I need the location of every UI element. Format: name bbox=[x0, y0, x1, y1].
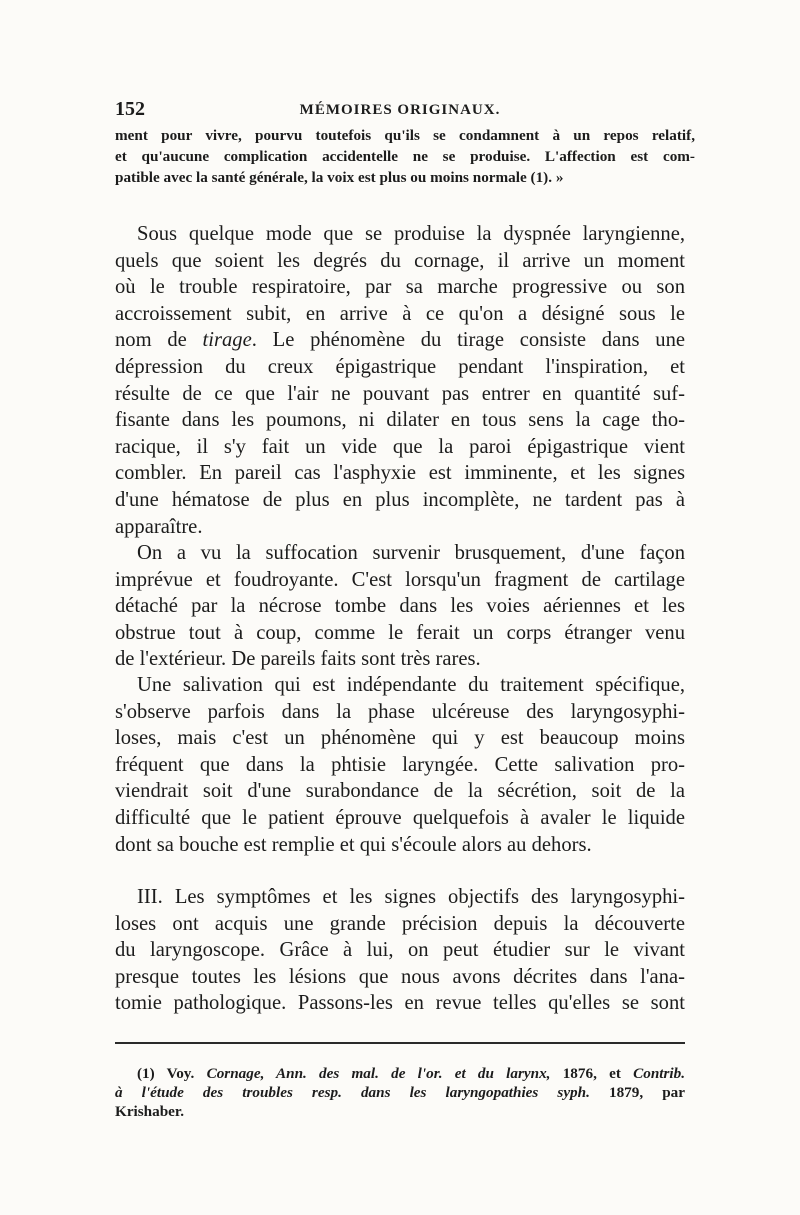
text-line: patible avec la santé générale, la voix est plus ou moins normale (1). » bbox=[115, 169, 564, 186]
text-line: d'une hématose de plus en plus incomplète, ne tardent pas à bbox=[115, 488, 685, 511]
text-line: et qu'aucune complication accidentelle ne se produise. L'affection est com- bbox=[115, 148, 695, 165]
text-line: détaché par la nécrose tombe dans les voies aériennes et les bbox=[115, 595, 685, 618]
text-line: III. Les symptômes et les signes objectifs des laryngosyphi- bbox=[137, 886, 685, 908]
text-line: On a vu la suffocation survenir brusquement, d'une façon bbox=[137, 542, 685, 564]
paragraph-dyspnea bbox=[115, 221, 685, 540]
text-line: de l'extérieur. De pareils faits sont très rares. bbox=[115, 648, 481, 671]
text-segment: (1) Voy. bbox=[137, 1065, 195, 1082]
page-number: 152 bbox=[115, 98, 145, 120]
text-line: fréquent que dans la phtisie laryngée. Cette salivation pro- bbox=[115, 753, 685, 776]
text-line: du laryngoscope. Grâce à lui, on peut étudier sur le vivant bbox=[115, 939, 685, 962]
text-line: où le trouble respiratoire, par sa marche progressive ou son bbox=[115, 276, 685, 299]
text-line: Krishaber. bbox=[115, 1103, 185, 1120]
italic-term: tirage bbox=[202, 329, 252, 352]
text-segment: 1879, par bbox=[608, 1084, 686, 1101]
text-line: viendrait soit d'une surabondance de la sécrétion, soit de la bbox=[115, 780, 685, 803]
text-line: difficulté que le patient éprouve quelquefois à avaler le liquide bbox=[115, 806, 685, 829]
footnote bbox=[115, 1064, 685, 1121]
text-line: loses, mais c'est un phénomène qui y est beaucoup moins bbox=[115, 727, 685, 750]
text-line bbox=[115, 327, 685, 354]
paragraph-section-iii bbox=[115, 884, 685, 1017]
text-line: accroissement subit, en arrive à ce qu'on a désigné sous le bbox=[115, 302, 685, 325]
text-line: fisante dans les poumons, ni dilater en tous sens la cage tho- bbox=[115, 409, 685, 432]
text-line: combler. En pareil cas l'asphyxie est imminente, et les signes bbox=[115, 462, 685, 485]
text-line: apparaître. bbox=[115, 515, 203, 538]
text-line bbox=[115, 1083, 685, 1102]
text-segment: 1876, et bbox=[562, 1065, 621, 1082]
text-segment: . Le phénomène du tirage consiste dans une bbox=[251, 329, 686, 352]
text-line: racique, il s'y fait un vide que la paroi épigastrique vient bbox=[115, 435, 685, 458]
italic-citation: à l'étude des troubles resp. dans les laryngopathies syph. bbox=[115, 1084, 590, 1101]
text-line: imprévue et foudroyante. C'est lorsqu'un fragment de cartilage bbox=[115, 568, 685, 591]
text-line: obstrue tout à coup, comme le ferait un corps étranger venu bbox=[115, 621, 685, 644]
text-line: dont sa bouche est remplie et qui s'écoule alors au dehors. bbox=[115, 833, 592, 856]
paragraph-suffocation bbox=[115, 540, 685, 673]
text-line: ment pour vivre, pourvu toutefois qu'ils se condamnent à un repos relatif, bbox=[115, 127, 695, 144]
page-header bbox=[115, 98, 685, 122]
italic-citation: Contrib. bbox=[633, 1065, 686, 1082]
quoted-passage bbox=[115, 125, 695, 188]
text-line: quels que soient les degrés du cornage, il arrive un moment bbox=[115, 249, 685, 272]
text-line: tomie pathologique. Passons-les en revue telles qu'elles se sont bbox=[115, 992, 685, 1015]
text-segment: nom de bbox=[115, 329, 187, 352]
text-line: s'observe parfois dans la phase ulcéreuse des laryngosyphi- bbox=[115, 700, 685, 723]
text-line bbox=[115, 1064, 685, 1083]
paragraph-salivation bbox=[115, 672, 685, 858]
text-line: dépression du creux épigastrique pendant l'inspiration, et bbox=[115, 355, 685, 378]
text-line: Une salivation qui est indépendante du traitement spécifique, bbox=[137, 674, 685, 696]
text-line: Sous quelque mode que se produise la dyspnée laryngienne, bbox=[137, 223, 685, 245]
text-line: loses ont acquis une grande précision depuis la découverte bbox=[115, 912, 685, 935]
running-title: MÉMOIRES ORIGINAUX. bbox=[299, 102, 501, 118]
footnote-rule bbox=[115, 1042, 685, 1044]
text-line: presque toutes les lésions que nous avons décrites dans l'ana- bbox=[115, 965, 685, 988]
italic-citation: Cornage, Ann. des mal. de l'or. et du larynx, bbox=[206, 1065, 551, 1082]
text-line: résulte de ce que l'air ne pouvant pas entrer en quantité suf- bbox=[115, 382, 685, 405]
